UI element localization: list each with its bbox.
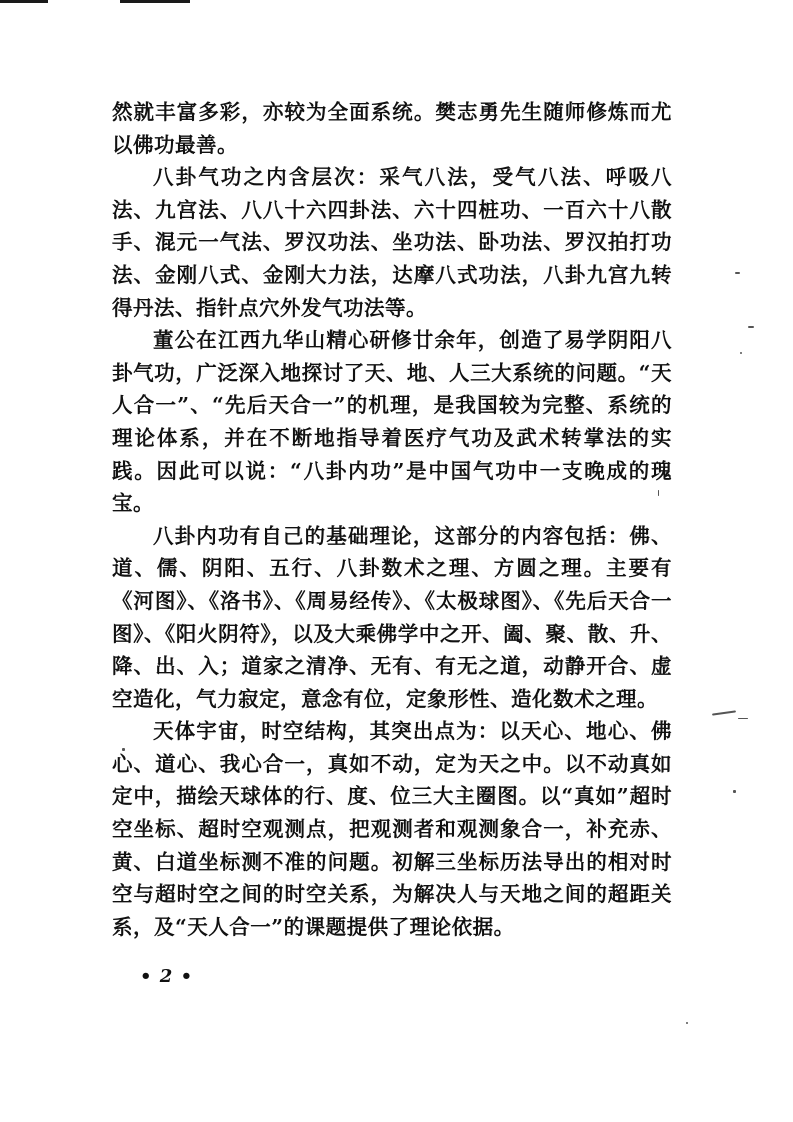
scan-speck [733, 790, 736, 793]
scan-edge-mark [0, 0, 48, 3]
paragraph-5: 天体宇宙，时空结构，其突出点为：以天心、地心、佛心、道心、我心合一，真如不动，定为天之中。以不动真如定中，描绘天球体的行、度、位三大主圈图。以“真如”超时空坐标、超时空观测点，把观测者和观测象合一，补充赤、黄、白道坐标测不准的问题。初解三坐标历法导出的相对时空与超时空之间的时空关系，为解决人与天地之间的超距关系，及“天人合一”的课题提供了理论依据。 [112, 719, 672, 939]
paragraph-3: 董公在江西九华山精心研修廿余年，创造了易学阴阳八卦气功，广泛深入地探讨了天、地、人三大系统的问题。“天人合一”、“先后天合一”的机理，是我国较为完整、系统的理论体系，并在不断地指导着医疗气功及武术转掌法的实践。因此可以说：“八卦内功”是中国气功中一支晚成的瑰宝。 [112, 328, 672, 516]
paragraph-4: 八卦内功有自己的基础理论，这部分的内容包括：佛、道、儒、阴阳、五行、八卦数术之理、方圆之理。主要有《河图》、《洛书》、《周易经传》、《太极球图》、《先后天合一图》、《阳火阴符》，以及大乘佛学中之开、阖、聚、散、升、降、出、入；道家之清净、无有、有无之道，动静开合、虚空造化，气力寂定，意念有位，定象形性、造化数术之理。 [112, 523, 672, 711]
scan-edge-mark [120, 0, 190, 3]
scan-speck [658, 490, 659, 496]
page-body [112, 96, 672, 943]
scan-speck [735, 272, 740, 274]
paragraph-1: 然就丰富多彩，亦较为全面系统。樊志勇先生随师修炼而尤以佛功最善。 [112, 100, 672, 157]
paragraph-2: 八卦气功之内含层次：采气八法，受气八法、呼吸八法、九宫法、八八十六四卦法、六十四桩功、一百六十八散手、混元一气法、罗汉功法、坐功法、卧功法、罗汉拍打功法、金刚八式、金刚大力法，达摩八式功法，八卦九宫九转得丹法、指针点穴外发气功法等。 [112, 165, 672, 320]
scan-speck [686, 1022, 688, 1024]
scan-speck [740, 352, 742, 354]
scan-speck [748, 326, 754, 328]
scan-speck [738, 718, 748, 719]
scan-speck [122, 748, 125, 751]
scan-speck [712, 710, 736, 715]
page-number: • 2 • [140, 966, 194, 987]
